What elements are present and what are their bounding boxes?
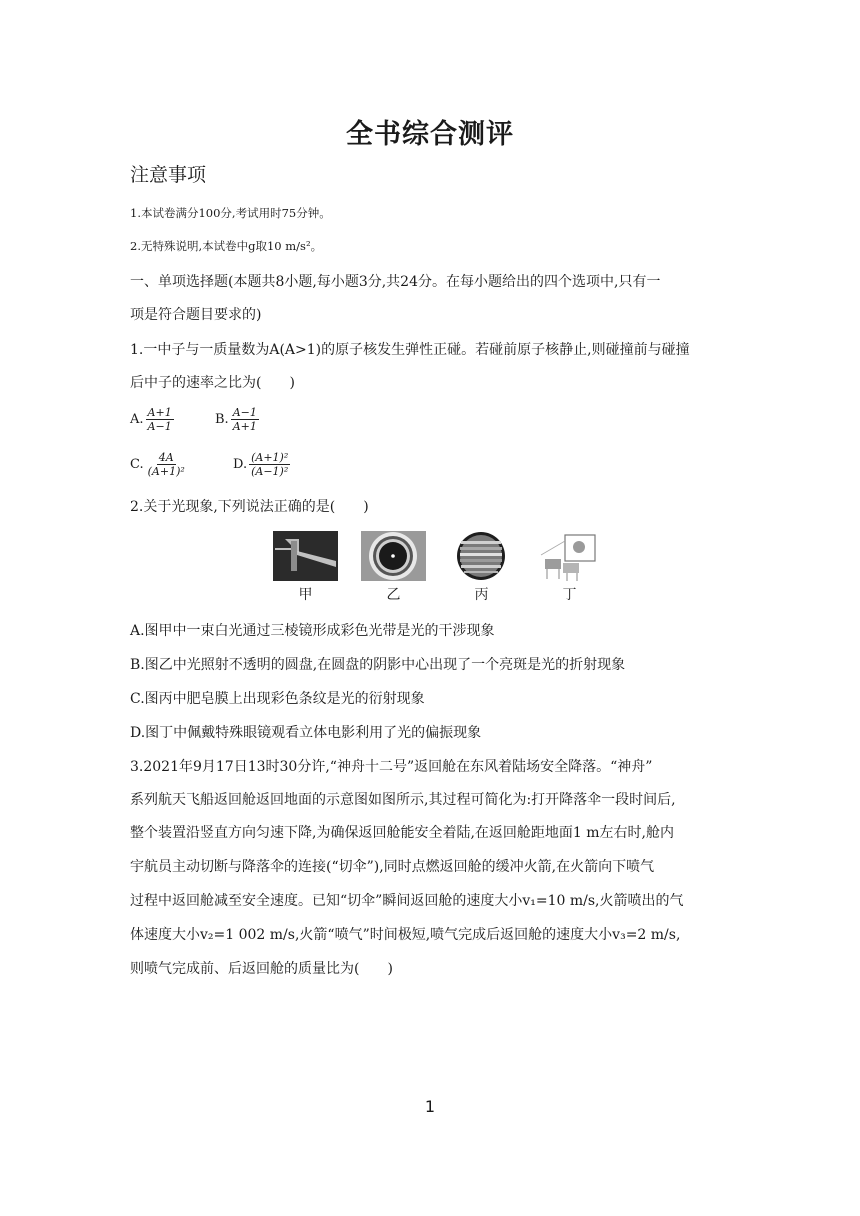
q1-option-a <box>130 406 174 433</box>
figure-caption: 丙 <box>474 587 489 603</box>
page-title: 全书综合测评 <box>346 119 514 150</box>
figure-caption: 乙 <box>386 587 401 603</box>
page-number: 1 <box>424 1097 436 1116</box>
note-item: 2.无特殊说明,本试卷中g取10 m/s²。 <box>130 239 323 253</box>
question-3-line: 系列航天飞船返回舱返回地面的示意图如图所示,其过程可简化为:打开降落伞一段时间后, <box>130 792 676 808</box>
numerator: 4A <box>158 451 174 464</box>
q2-option-c: C.图丙中肥皂膜上出现彩色条纹是光的衍射现象 <box>130 691 425 707</box>
q2-option-a: A.图甲中一束白光通过三棱镜形成彩色光带是光的干涉现象 <box>130 623 495 639</box>
q2-option-d: D.图丁中佩戴特殊眼镜观看立体电影利用了光的偏振现象 <box>130 725 482 741</box>
q1-option-b <box>215 406 259 433</box>
question-3-line: 过程中返回舱减至安全速度。已知“切伞”瞬间返回舱的速度大小v₁=10 m/s,火箭喷出的气 <box>130 893 684 909</box>
section-heading-cont: 项是符合题目要求的) <box>130 307 262 323</box>
note-item: 1.本试卷满分100分,考试用时75分钟。 <box>130 206 331 220</box>
question-3-line: 宇航员主动切断与降落伞的连接(“切伞”),同时点燃返回舱的缓冲火箭,在火箭向下喷气 <box>130 859 655 875</box>
fraction <box>231 406 259 433</box>
question-1-stem-cont: 后中子的速率之比为( ) <box>130 375 295 391</box>
soap-film-figure <box>449 531 514 581</box>
fraction <box>146 451 187 478</box>
option-label: B. <box>215 412 229 427</box>
numerator: (A+1)² <box>251 451 289 464</box>
q1-option-c <box>130 451 187 478</box>
option-label: D. <box>233 457 248 472</box>
question-1-stem: 1.一中子与一质量数为A(A>1)的原子核发生弹性正碰。若碰前原子核静止,则碰撞前与碰撞 <box>130 342 690 358</box>
question-3-line: 整个装置沿竖直方向匀速下降,为确保返回舱能安全着陆,在返回舱距地面1 m左右时,舱内 <box>130 825 674 841</box>
notes-heading: 注意事项 <box>130 164 207 186</box>
numerator: A+1 <box>147 406 172 419</box>
denominator: (A−1)² <box>251 465 289 478</box>
question-3-line: 体速度大小v₂=1 002 m/s,火箭“喷气”时间极短,喷气完成后返回舱的速度大小v₃=2 m/s, <box>130 927 681 943</box>
question-3-line: 3.2021年9月17日13时30分许,“神舟十二号”返回舱在东风着陆场安全降落。“神舟” <box>130 759 653 775</box>
polarization-figure <box>537 531 602 581</box>
q2-option-b: B.图乙中光照射不透明的圆盘,在圆盘的阴影中心出现了一个亮斑是光的折射现象 <box>130 657 626 673</box>
denominator: A+1 <box>232 420 257 433</box>
option-label: A. <box>130 412 144 427</box>
denominator: (A+1)² <box>147 465 185 478</box>
question-2-stem: 2.关于光现象,下列说法正确的是( ) <box>130 499 369 515</box>
section-heading: 一、单项选择题(本题共8小题,每小题3分,共24分。在每小题给出的四个选项中,只有一 <box>130 274 661 290</box>
figure-row <box>273 531 603 606</box>
figure-caption: 甲 <box>298 587 313 603</box>
poisson-spot-figure <box>361 531 426 581</box>
fraction <box>146 406 174 433</box>
prism-figure <box>273 531 338 581</box>
option-label: C. <box>130 457 144 472</box>
figure-caption: 丁 <box>562 587 577 603</box>
question-3-line: 则喷气完成前、后返回舱的质量比为( ) <box>130 961 393 977</box>
fraction <box>249 451 290 478</box>
numerator: A−1 <box>232 406 257 419</box>
q1-option-d <box>233 451 290 478</box>
denominator: A−1 <box>147 420 172 433</box>
